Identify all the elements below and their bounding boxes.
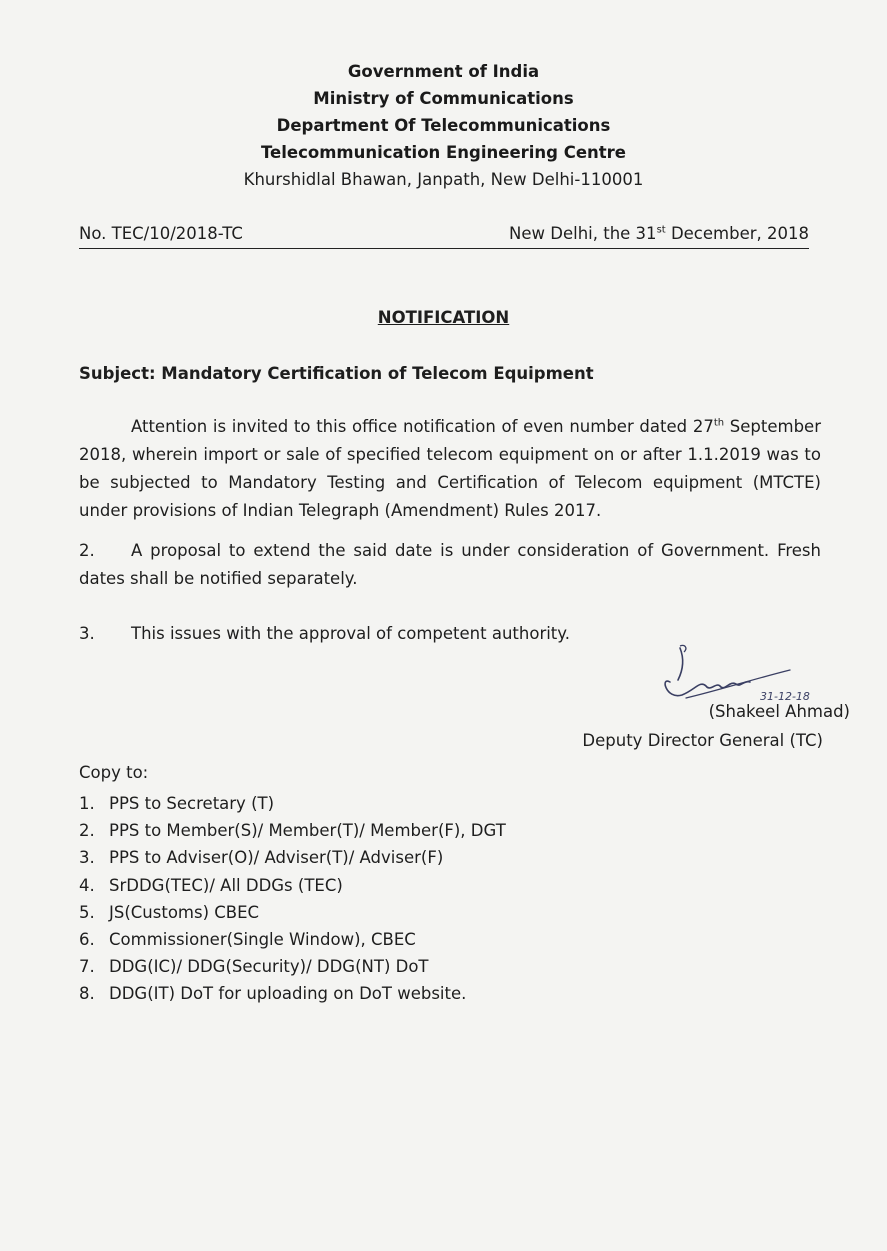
paragraph-1-sup: th [713, 417, 725, 429]
list-item-text: JS(Customs) CBEC [109, 902, 260, 922]
reference-date-sup: st [656, 224, 666, 236]
reference-number: No. TEC/10/2018-TC [79, 224, 243, 243]
list-item-text: SrDDG(TEC)/ All DDGs (TEC) [109, 875, 343, 895]
list-item-text: PPS to Adviser(O)/ Adviser(T)/ Adviser(F) [109, 848, 444, 868]
list-item-text: Commissioner(Single Window), CBEC [109, 930, 416, 950]
copy-to-label: Copy to: [79, 763, 149, 782]
list-item-text: PPS to Member(S)/ Member(T)/ Member(F), DGT [109, 821, 506, 841]
copy-to-list [79, 790, 506, 1008]
letterhead-department: Department Of Telecommunications [276, 116, 611, 135]
list-item-text: DDG(IT) DoT for uploading on DoT website. [109, 984, 467, 1004]
list-item [79, 953, 506, 980]
list-item [79, 872, 506, 899]
list-item-index: 3. [79, 848, 95, 868]
signatory-name: (Shakeel Ahmad) [708, 702, 850, 721]
handwritten-signature [640, 640, 810, 710]
letterhead-government: Government of India [347, 62, 540, 81]
paragraph-2-number: 2. [79, 541, 95, 560]
paragraph-1-part2: September 2018, wherein import or sale of specified telecom equipment on or after 1.1.2019 was to be subjected to Mandatory Testing and Certification of Telecom equipment (MTCTE) under provisions of Indian Telegraph (Amendment) Rules 2017. [79, 417, 821, 520]
list-item-text: DDG(IC)/ DDG(Security)/ DDG(NT) DoT [109, 957, 429, 977]
letterhead-address: Khurshidlal Bhawan, Janpath, New Delhi-110001 [243, 170, 644, 189]
list-item-index: 2. [79, 821, 95, 841]
reference-date-suffix: December, 2018 [665, 224, 809, 243]
notification-title: NOTIFICATION [377, 308, 510, 327]
paragraph-2 [79, 537, 821, 593]
paragraph-3-text: This issues with the approval of competent authority. [131, 624, 570, 643]
signatory-designation: Deputy Director General (TC) [582, 731, 823, 750]
letterhead-centre: Telecommunication Engineering Centre [260, 143, 626, 162]
list-item [79, 899, 506, 926]
list-item [79, 844, 506, 871]
paragraph-3-number: 3. [79, 624, 95, 643]
list-item [79, 980, 506, 1007]
list-item-index: 7. [79, 957, 95, 977]
list-item-index: 8. [79, 984, 95, 1004]
list-item [79, 790, 506, 817]
list-item-index: 5. [79, 902, 95, 922]
list-item [79, 817, 506, 844]
list-item-index: 6. [79, 930, 95, 950]
letterhead [0, 58, 887, 193]
reference-row [79, 224, 809, 249]
list-item [79, 926, 506, 953]
list-item-text: PPS to Secretary (T) [109, 794, 275, 813]
paragraph-1 [79, 413, 821, 525]
reference-date-prefix: New Delhi, the 31 [509, 224, 657, 243]
list-item-index: 1. [79, 794, 95, 813]
letterhead-ministry: Ministry of Communications [313, 89, 574, 108]
list-item-index: 4. [79, 875, 95, 895]
subject-line: Subject: Mandatory Certification of Telecom Equipment [79, 364, 594, 383]
paragraph-1-part1: Attention is invited to this office notification of even number dated 27 [131, 417, 714, 436]
paragraph-2-text: A proposal to extend the said date is under consideration of Government. Fresh dates shall be notified separately. [79, 541, 821, 588]
signature-date: 31-12-18 [760, 690, 810, 703]
reference-date [509, 224, 809, 243]
